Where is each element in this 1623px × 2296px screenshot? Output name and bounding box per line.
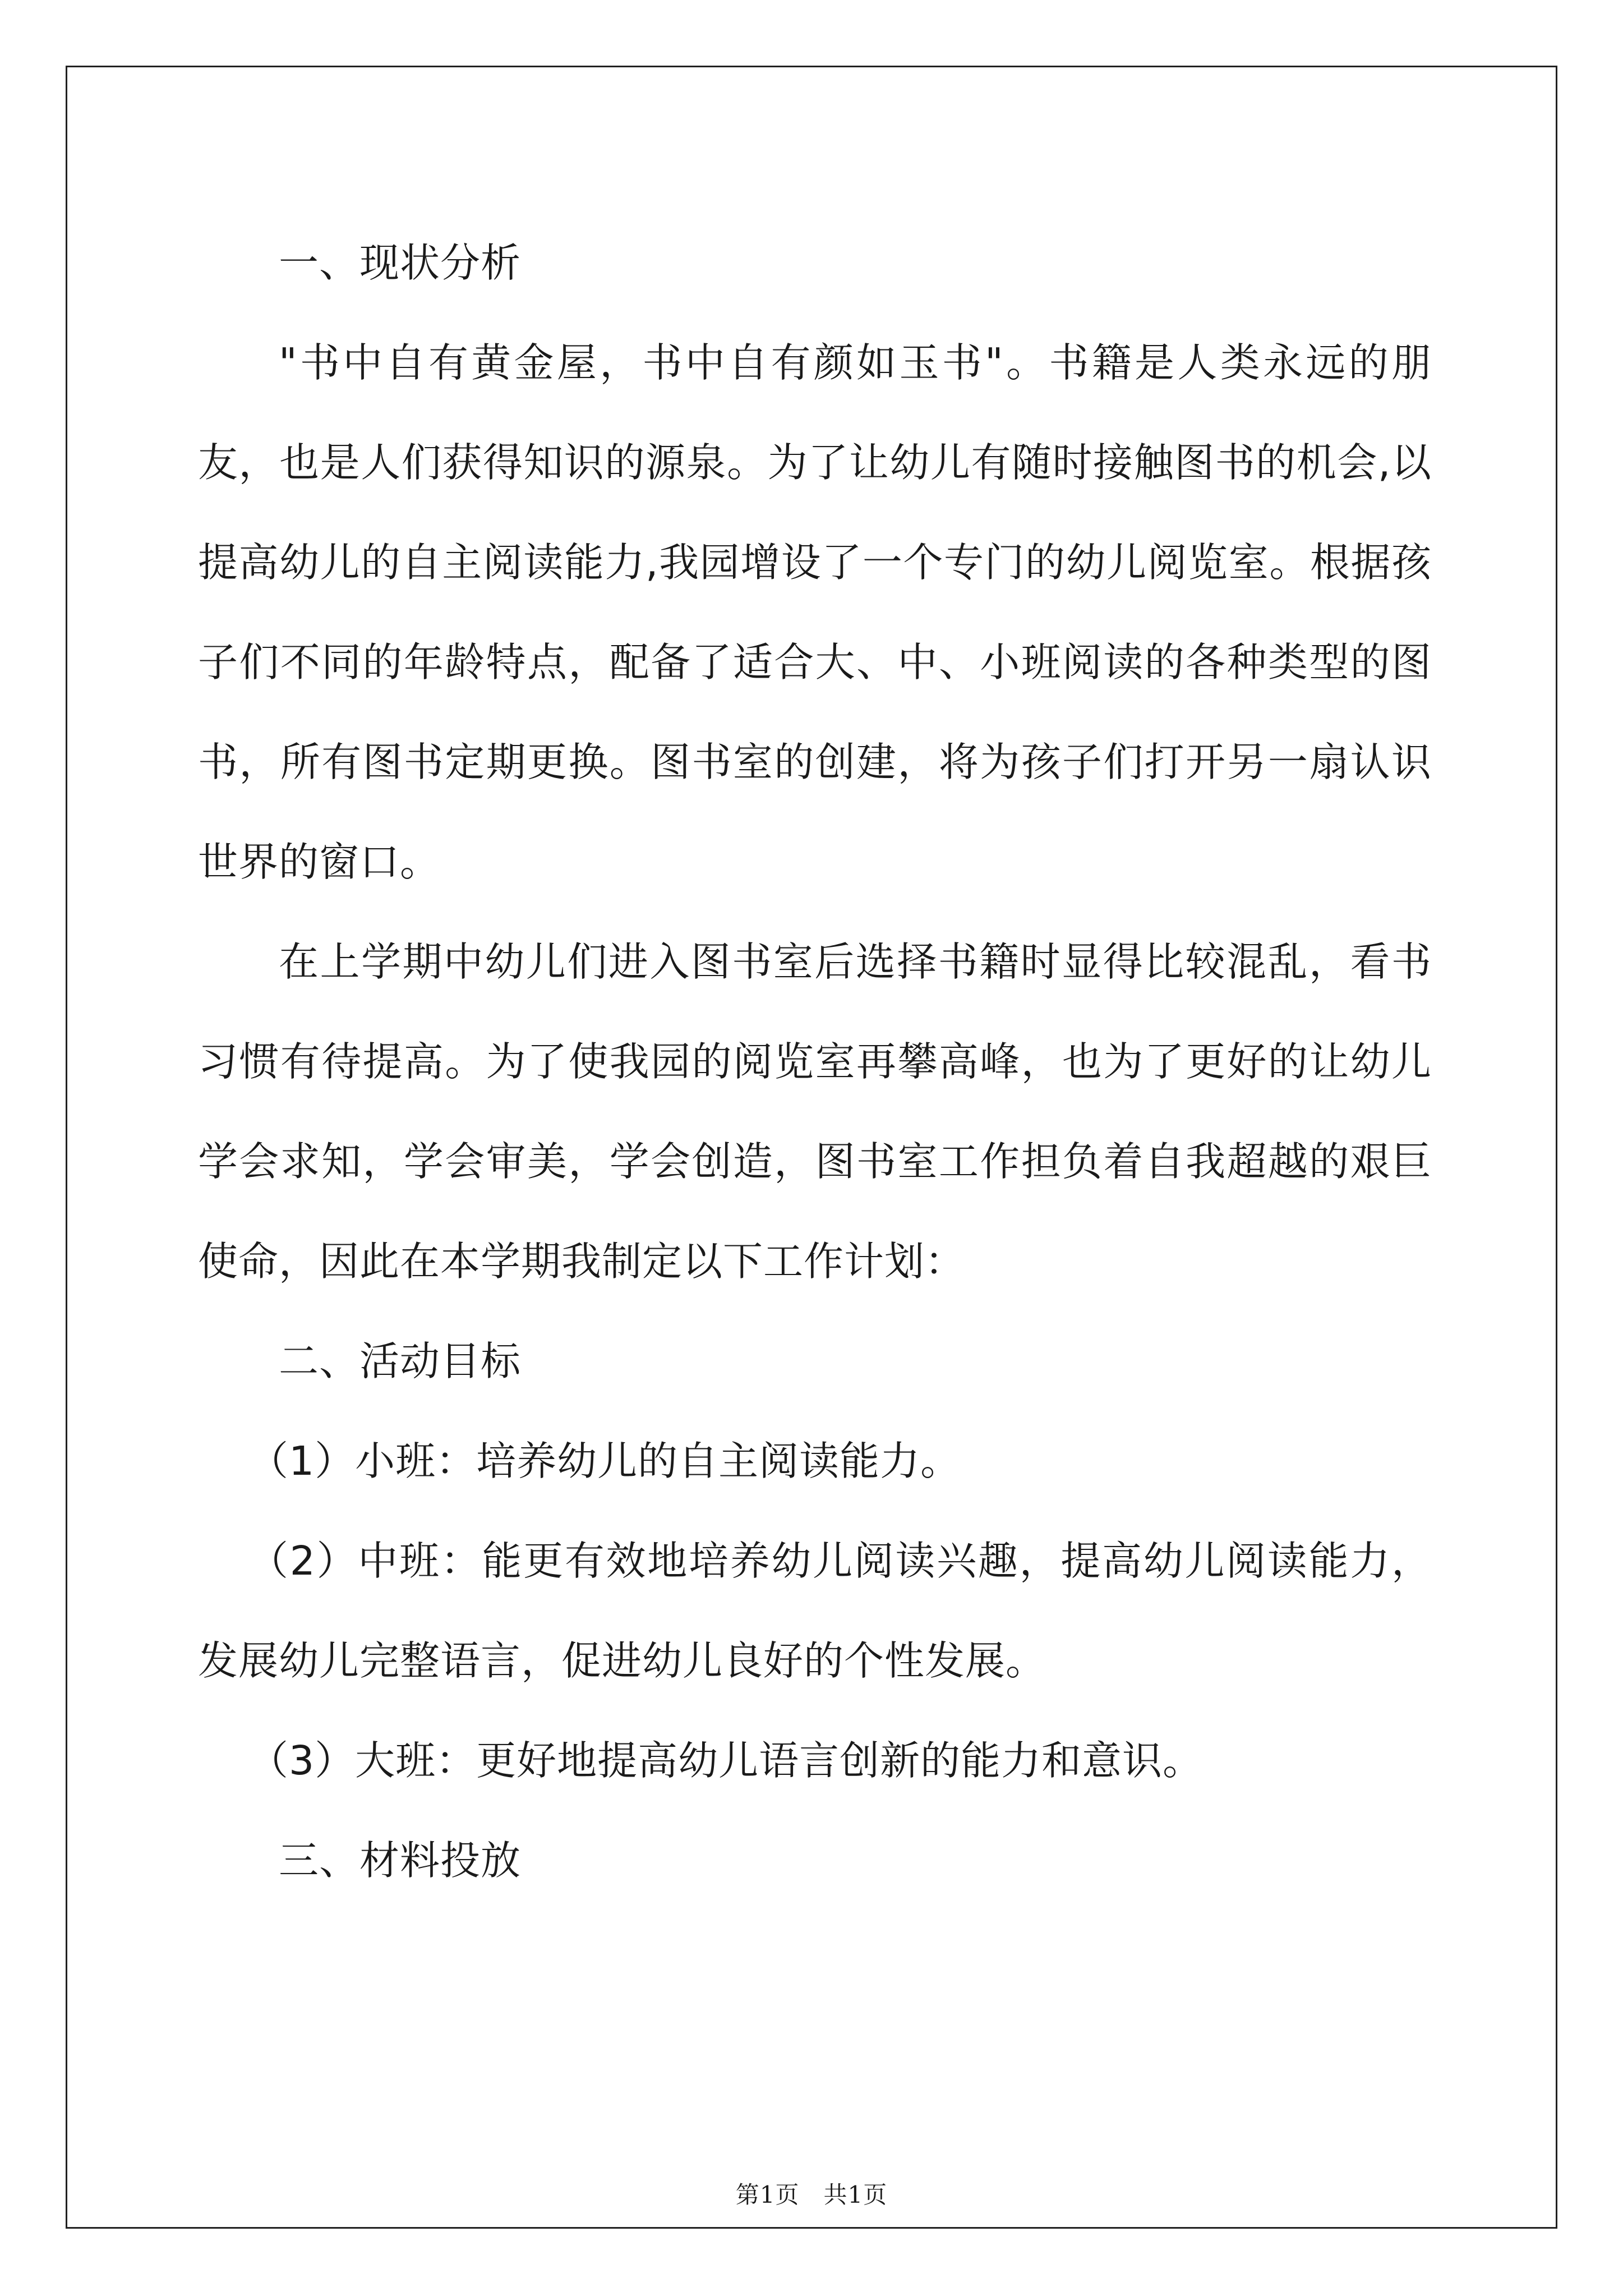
body-paragraph-intro: "书中自有黄金屋，书中自有颜如玉书"。书籍是人类永远的朋友，也是人们获得知识的源泉。为了让幼儿有随时接触图书的机会,以提高幼儿的自主阅读能力,我园增设了一个专门的幼儿阅览室。根据孩子们不同的年龄特点，配备了适合大、中、小班阅读的各种类型的图书，所有图书定期更换。图书室的创建，将为孩子们打开另一扇认识世界的窗口。 xyxy=(198,339,1432,885)
section-heading-goals: 二、活动目标 xyxy=(279,1338,522,1384)
section-heading-materials: 三、材料投放 xyxy=(279,1837,522,1884)
body-paragraph-plan: 在上学期中幼儿们进入图书室后选择书籍时显得比较混乱，看书习惯有待提高。为了使我园的阅览室再攀高峰，也为了更好的让幼儿学会求知，学会审美，学会创造，图书室工作担负着自我超越的艰巨使命，因此在本学期我制定以下工作计划： xyxy=(198,938,1432,1285)
section-heading-status: 一、现状分析 xyxy=(279,240,522,286)
goal-item-middle-class: （2）中班：能更有效地培养幼儿阅读兴趣，提高幼儿阅读能力，发展幼儿完整语言，促进幼儿良好的个性发展。 xyxy=(198,1538,1432,1684)
goal-item-large-class: （3）大班：更好地提高幼儿语言创新的能力和意识。 xyxy=(248,1737,1204,1784)
document-body xyxy=(198,213,1432,1911)
goal-item-small-class: （1）小班：培养幼儿的自主阅读能力。 xyxy=(248,1438,961,1484)
page-number-footer: 第1页 共1页 xyxy=(735,2181,888,2208)
